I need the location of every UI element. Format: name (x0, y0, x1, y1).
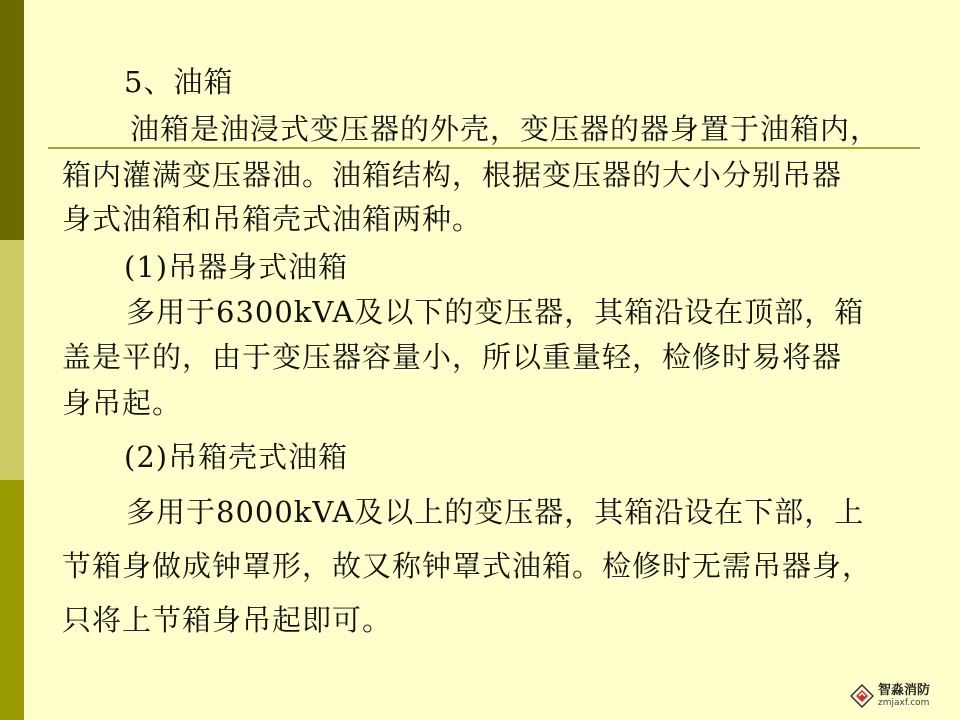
paragraph-line: 多用于8000kVA及以上的变压器，其箱沿设在下部，上 (126, 495, 865, 529)
horizontal-rule (48, 147, 920, 149)
paragraph-line: 只将上节箱身吊起即可。 (62, 603, 393, 637)
sidebar-stripe-top (0, 0, 24, 240)
watermark (850, 680, 930, 712)
paragraph-line: 盖是平的，由于变压器容量小，所以重量轻，检修时易将器 (62, 340, 843, 374)
paragraph-line: 身式油箱和吊箱壳式油箱两种。 (62, 202, 483, 236)
sidebar-stripe-bottom (0, 480, 24, 720)
diamond-logo-icon (850, 684, 874, 708)
paragraph-line: 油箱是油浸式变压器的外壳，变压器的器身置于油箱内， (130, 112, 881, 146)
paragraph-line: 箱内灌满变压器油。油箱结构，根据变压器的大小分别吊器 (62, 158, 843, 192)
paragraph-line: 节箱身做成钟罩形，故又称钟罩式油箱。检修时无需吊器身， (62, 549, 873, 583)
paragraph-line: 身吊起。 (62, 386, 183, 420)
subheading: (1)吊器身式油箱 (124, 250, 349, 284)
section-heading: 5、油箱 (124, 65, 234, 99)
paragraph-line: 多用于6300kVA及以下的变压器，其箱沿设在顶部，箱 (126, 295, 865, 329)
subheading: (2)吊箱壳式油箱 (124, 440, 349, 474)
watermark-name: 智淼消防 (877, 683, 930, 698)
sidebar-stripe-middle (0, 240, 24, 480)
watermark-url: zmjaxf.com (877, 698, 930, 708)
